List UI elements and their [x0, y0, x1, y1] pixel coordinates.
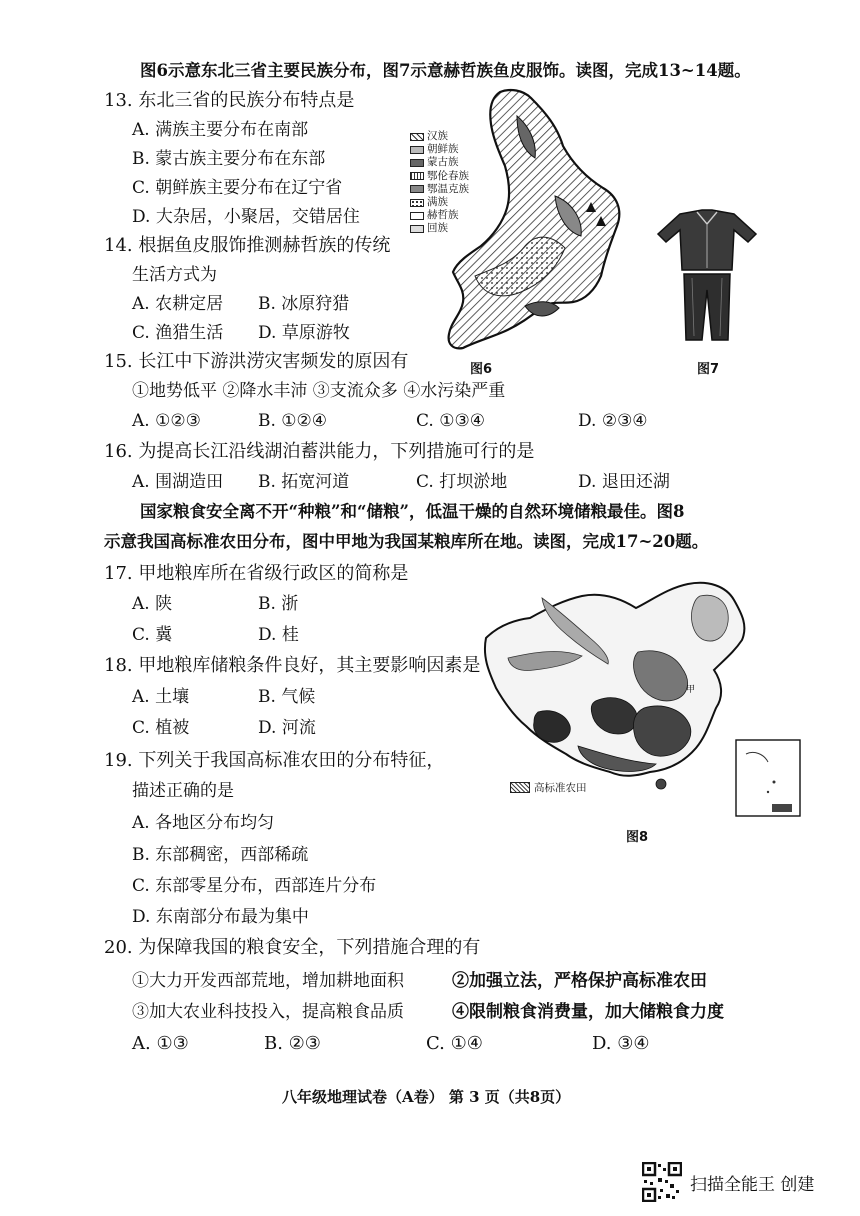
q15-items: ①地势低平 ②降水丰沛 ③支流众多 ④水污染严重 [132, 381, 506, 401]
q14-option-b: B. 冰原狩猎 [258, 294, 350, 314]
legend-elunchun: 鄂伦春族 [427, 169, 469, 182]
legend-swatch [410, 212, 424, 220]
q19-option-c: C. 东部零星分布，西部连片分布 [132, 876, 377, 896]
intro-fig8-line2: 示意我国高标准农田分布，图中甲地为我国某粮库所在地。读图，完成17~20题。 [104, 532, 709, 551]
q17-option-a: A. 陕 [132, 594, 173, 614]
legend-hezhe: 赫哲族 [427, 209, 459, 222]
fig8-legend [510, 780, 587, 795]
legend-swatch [410, 199, 424, 207]
legend-swatch [410, 133, 424, 141]
q19-stem: 19. 下列关于我国高标准农田的分布特征， [104, 750, 445, 771]
intro-fig6-7: 图6示意东北三省主要民族分布，图7示意赫哲族鱼皮服饰。读图，完成13~14题。 [140, 61, 751, 80]
fig8-caption: 图8 [626, 830, 649, 845]
q13-option-a: A. 满族主要分布在南部 [132, 120, 309, 140]
q14-option-a: A. 农耕定居 [132, 294, 224, 314]
legend-hui: 回族 [427, 222, 448, 235]
q14-stem-cont: 生活方式为 [132, 265, 217, 285]
q17-stem: 17. 甲地粮库所在省级行政区的简称是 [104, 563, 409, 584]
legend-han: 汉族 [427, 130, 448, 142]
legend-chaoxian: 朝鲜族 [427, 143, 459, 156]
legend-swatch [410, 159, 424, 167]
q14-option-d: D. 草原游牧 [258, 323, 350, 343]
q15-stem: 15. 长江中下游洪涝灾害频发的原因有 [104, 351, 409, 372]
q17-option-d: D. 桂 [258, 625, 299, 645]
q13-option-d: D. 大杂居，小聚居，交错居住 [132, 207, 360, 227]
q20-option-a: A. ①③ [132, 1033, 189, 1054]
legend-swatch [410, 225, 424, 233]
q13-option-c: C. 朝鲜族主要分布在辽宁省 [132, 178, 343, 198]
legend-menggu: 蒙古族 [427, 156, 459, 169]
legend-swatch [410, 172, 424, 180]
q20-item-4: ④限制粮食消费量，加大储粮食力度 [452, 1002, 724, 1022]
legend-man: 满族 [427, 195, 448, 208]
q18-stem: 18. 甲地粮库储粮条件良好，其主要影响因素是 [104, 655, 481, 676]
fig6-legend [410, 130, 469, 236]
q15-option-b: B. ①②④ [258, 411, 328, 431]
q19-option-a: A. 各地区分布均匀 [132, 813, 275, 833]
q20-item-1: ①大力开发西部荒地，增加耕地面积 [132, 971, 404, 991]
q18-option-c: C. 植被 [132, 718, 190, 738]
q19-option-d: D. 东南部分布最为集中 [132, 907, 309, 927]
legend-swatch-farmland [510, 782, 530, 793]
q20-item-3: ③加大农业科技投入，提高粮食品质 [132, 1002, 404, 1022]
q18-option-d: D. 河流 [258, 718, 316, 738]
q17-option-c: C. 冀 [132, 625, 173, 645]
legend-ewenke: 鄂温克族 [427, 182, 469, 195]
fig7-caption: 图7 [697, 362, 720, 377]
q19-stem-cont: 描述正确的是 [132, 781, 234, 801]
q20-stem: 20. 为保障我国的粮食安全，下列措施合理的有 [104, 937, 481, 958]
fig8-marker-jia: 甲 [686, 685, 696, 695]
intro-fig8-line1: 国家粮食安全离不开“种粮”和“储粮”，低温干燥的自然环境储粮最佳。图8 [140, 502, 685, 521]
q15-option-c: C. ①③④ [416, 411, 485, 431]
q18-option-b: B. 气候 [258, 687, 316, 707]
qr-code-icon [642, 1162, 682, 1202]
q18-option-a: A. 土壤 [132, 687, 190, 707]
q16-stem: 16. 为提高长江沿线湖泊蓄洪能力，下列措施可行的是 [104, 441, 535, 462]
q20-option-d: D. ③④ [592, 1033, 650, 1054]
q14-option-c: C. 渔猎生活 [132, 323, 224, 343]
fig8-legend-label: 高标准农田 [534, 782, 587, 794]
q17-option-b: B. 浙 [258, 594, 299, 614]
q19-option-b: B. 东部稠密，西部稀疏 [132, 845, 309, 865]
q15-option-a: A. ①②③ [132, 411, 201, 431]
q14-stem: 14. 根据鱼皮服饰推测赫哲族的传统 [104, 235, 391, 256]
page-footer: 八年级地理试卷（A卷） 第 3 页（共8页） [282, 1088, 571, 1106]
legend-swatch [410, 185, 424, 193]
q16-option-c: C. 打坝淤地 [416, 472, 508, 492]
scanner-watermark: 扫描全能王 创建 [690, 1175, 815, 1195]
q20-item-2: ②加强立法，严格保护高标准农田 [452, 971, 707, 991]
q13-option-b: B. 蒙古族主要分布在东部 [132, 149, 326, 169]
q16-option-d: D. 退田还湖 [578, 472, 670, 492]
fig7-fish-skin-clothing [652, 208, 762, 344]
legend-swatch [410, 146, 424, 154]
q15-option-d: D. ②③④ [578, 411, 648, 431]
q13-stem: 13. 东北三省的民族分布特点是 [104, 90, 355, 111]
q16-option-b: B. 拓宽河道 [258, 472, 350, 492]
q16-option-a: A. 围湖造田 [132, 472, 224, 492]
q20-option-b: B. ②③ [264, 1033, 321, 1054]
fig6-caption: 图6 [470, 362, 493, 377]
q20-option-c: C. ①④ [426, 1033, 483, 1054]
